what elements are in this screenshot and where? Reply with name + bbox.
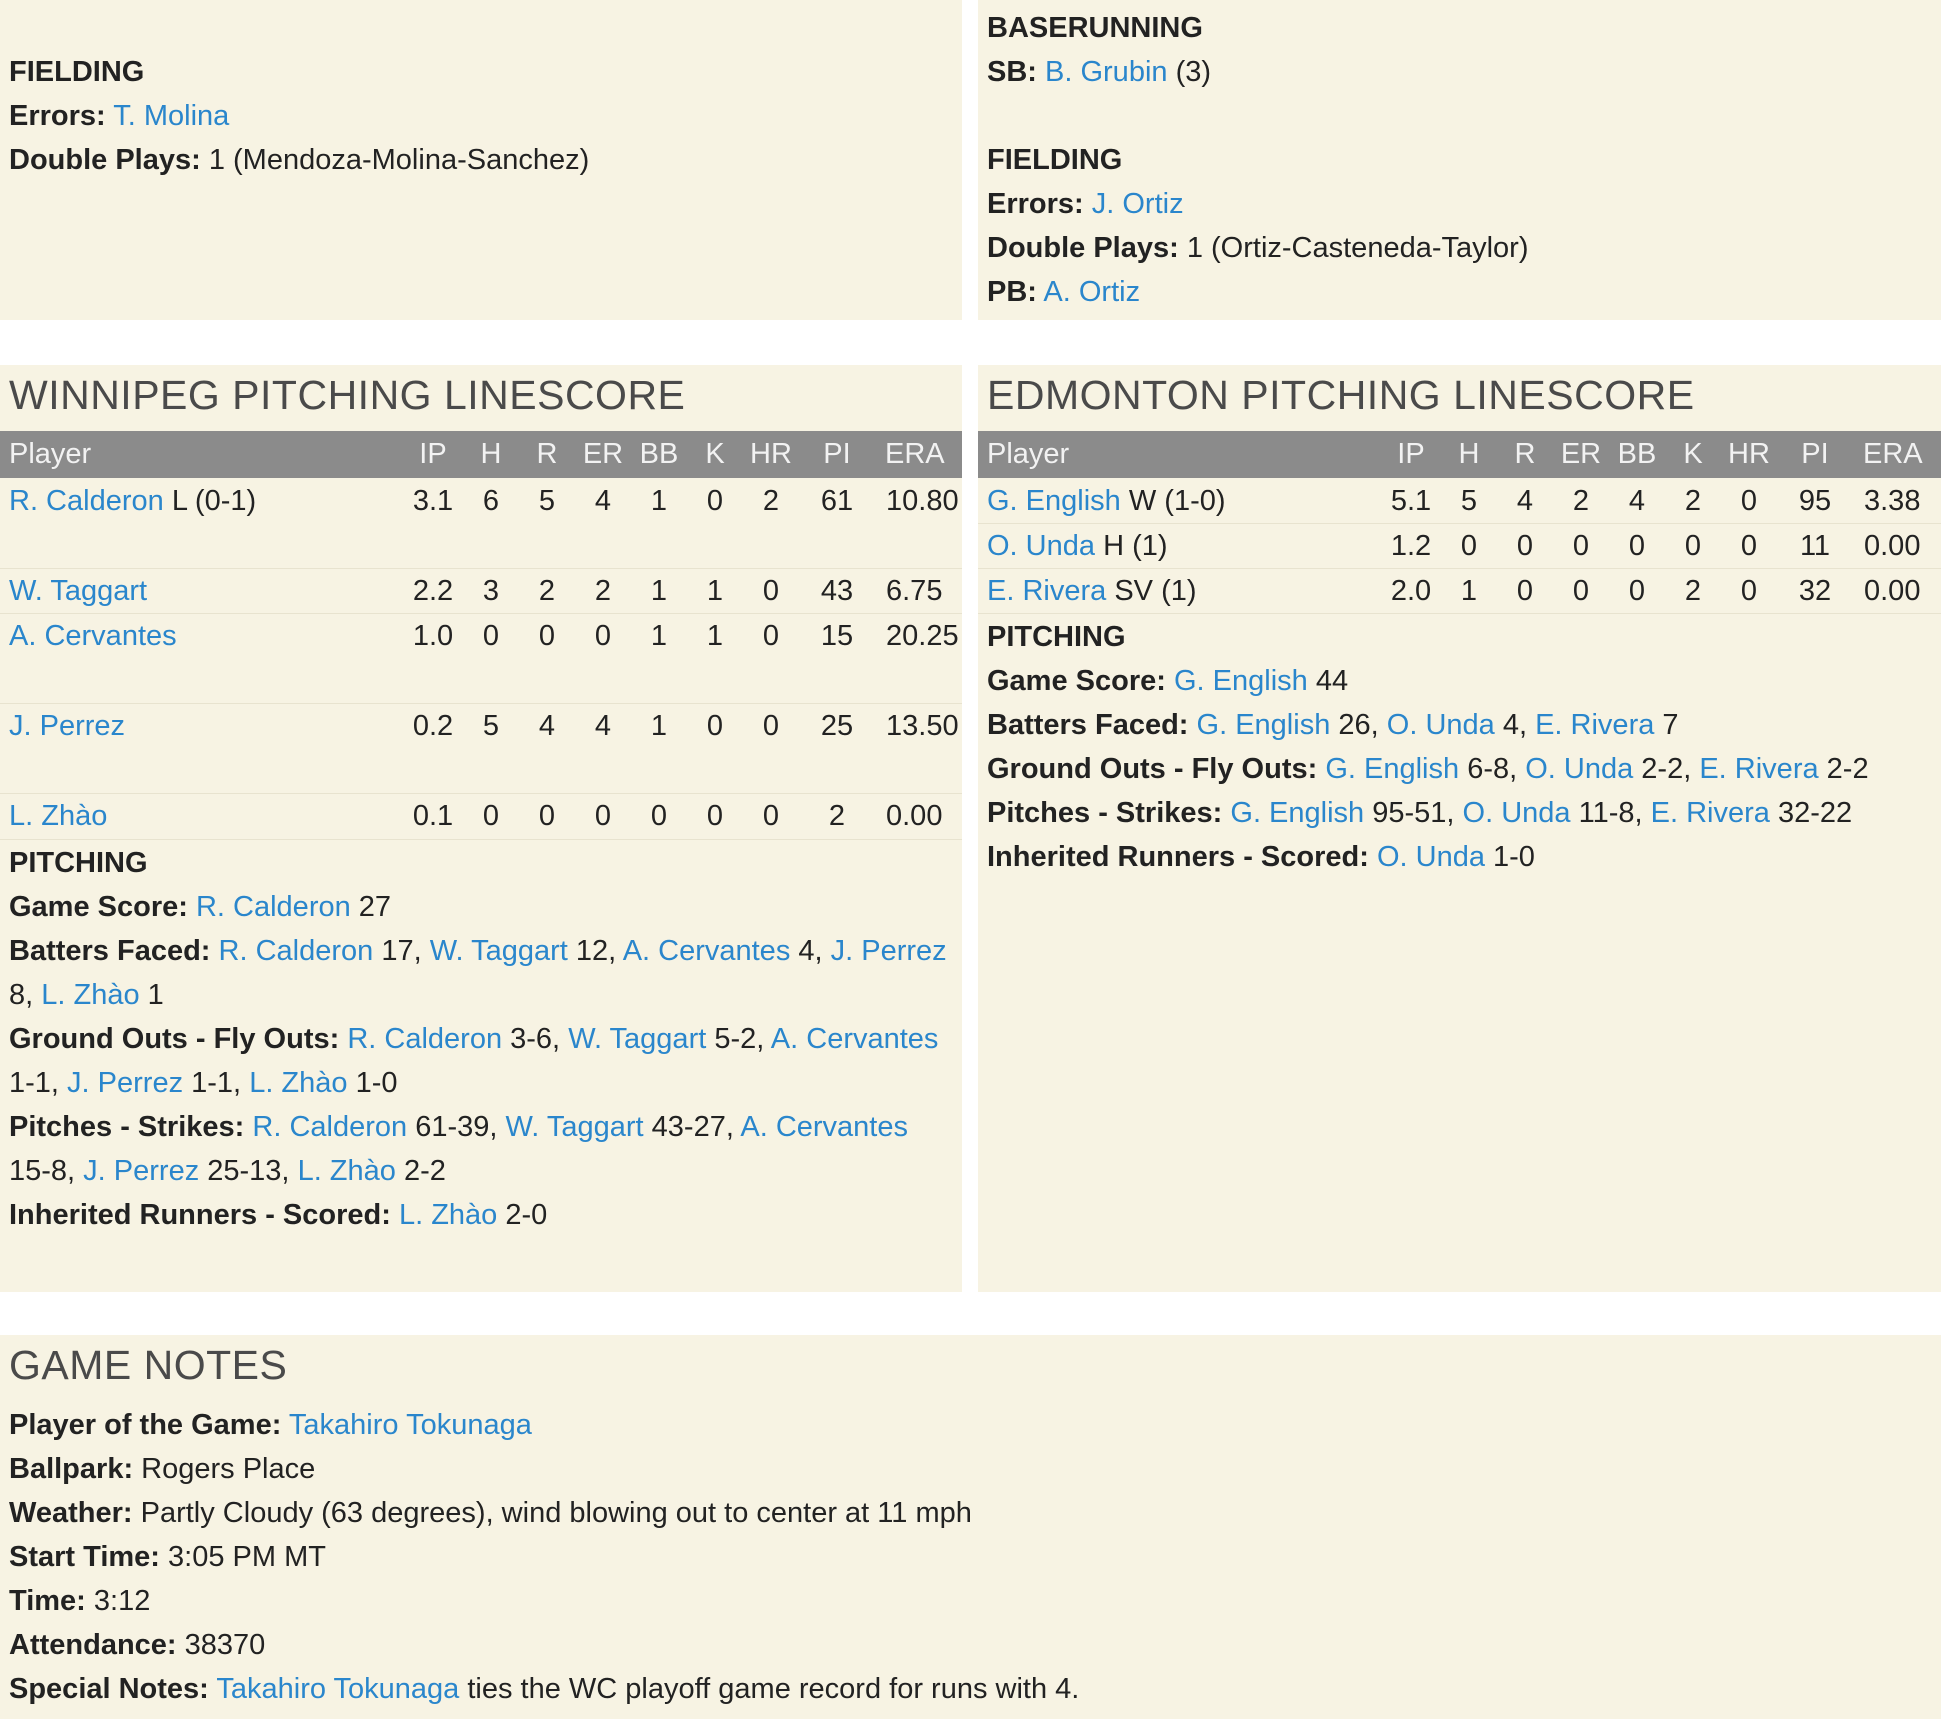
k-cell: 0 — [1684, 530, 1702, 562]
pitching-heading: PITCHING — [9, 847, 148, 879]
column-header: K — [1683, 438, 1703, 470]
player-link[interactable]: O. Unda — [1462, 797, 1571, 829]
pitcher-cell: E. Rivera SV (1) — [987, 575, 1197, 607]
pi-cell: 2 — [828, 800, 846, 832]
hr-cell: 0 — [762, 800, 780, 832]
player-link[interactable]: Takahiro Tokunaga — [288, 1409, 532, 1441]
h-cell: 5 — [1460, 485, 1478, 517]
column-header: PI — [823, 438, 851, 470]
r-cell: 2 — [538, 575, 556, 607]
bb-cell: 1 — [650, 575, 668, 607]
column-header: HR — [1728, 438, 1770, 470]
pitches-strikes-line: Pitches - Strikes: R. Calderon 61-39, W. Taggart 43-27, A. Cervantes — [9, 1111, 908, 1143]
bb-cell: 4 — [1628, 485, 1646, 517]
era-cell: 0.00 — [1864, 530, 1921, 562]
table-header — [978, 431, 1941, 478]
player-link[interactable]: L. Zhào — [9, 800, 108, 832]
hr-cell: 0 — [762, 710, 780, 742]
player-link[interactable]: O. Unda — [1376, 841, 1485, 873]
era-cell: 3.38 — [1864, 485, 1921, 517]
player-link[interactable]: W. Taggart — [9, 575, 148, 607]
table-row — [0, 793, 962, 840]
k-cell: 1 — [706, 575, 724, 607]
table-row — [0, 613, 962, 704]
passed-balls-line: PB: A. Ortiz — [987, 276, 1141, 308]
inherited-runners-line: Inherited Runners - Scored: L. Zhào 2-0 — [9, 1199, 548, 1231]
pi-cell: 43 — [820, 575, 854, 607]
player-link[interactable]: G. English — [987, 485, 1121, 517]
column-header: ER — [582, 438, 624, 470]
column-header: HR — [750, 438, 792, 470]
fielding-heading: FIELDING — [9, 56, 145, 88]
player-link[interactable]: G. English — [1196, 709, 1331, 741]
r-cell: 0 — [1516, 575, 1534, 607]
pi-cell: 15 — [820, 620, 854, 652]
section-title: GAME NOTES — [9, 1342, 288, 1388]
r-cell: 4 — [1516, 485, 1534, 517]
player-link[interactable]: G. English — [1173, 665, 1308, 697]
pitcher-cell: G. English W (1-0) — [987, 485, 1226, 517]
baserunning-heading: BASERUNNING — [987, 12, 1203, 44]
h-cell: 3 — [482, 575, 500, 607]
ground-fly-outs-line: Ground Outs - Fly Outs: R. Calderon 3-6, W. Taggart 5-2, A. Cervantes — [9, 1023, 939, 1055]
ip-cell: 2.2 — [412, 575, 454, 607]
bb-cell: 0 — [650, 800, 668, 832]
player-link[interactable]: A. Cervantes — [622, 935, 791, 967]
pitcher-cell — [9, 703, 125, 749]
column-header: Player — [987, 438, 1070, 470]
errors-line: Errors: T. Molina — [9, 100, 230, 132]
pitcher-cell: R. Calderon L (0-1) — [9, 485, 257, 517]
pitcher-cell: O. Unda H (1) — [987, 530, 1168, 562]
edmonton-fielding-panel — [978, 0, 1941, 320]
ip-cell: 1.2 — [1390, 530, 1432, 562]
ballpark-line: Ballpark: Rogers Place — [9, 1453, 316, 1485]
player-link[interactable]: O. Unda — [1386, 709, 1495, 741]
h-cell: 0 — [1460, 530, 1478, 562]
table-header — [0, 431, 962, 478]
player-link[interactable]: J. Perrez — [67, 1067, 184, 1099]
r-cell: 5 — [538, 485, 556, 517]
era-cell: 13.50 — [886, 710, 959, 742]
edmonton-pitching-panel — [978, 365, 1941, 1292]
pi-cell: 95 — [1798, 485, 1832, 517]
player-link[interactable]: E. Rivera — [1535, 709, 1655, 741]
pitcher-cell — [9, 568, 147, 614]
table-row — [0, 703, 962, 794]
errors-line: Errors: J. Ortiz — [987, 188, 1184, 220]
ip-cell: 1.0 — [412, 620, 454, 652]
column-header: R — [1514, 438, 1536, 470]
player-link[interactable]: J. Ortiz — [1091, 188, 1184, 220]
ip-cell: 5.1 — [1390, 485, 1432, 517]
player-link[interactable]: J. Perrez — [83, 1155, 200, 1187]
player-link[interactable]: A. Cervantes — [770, 1023, 939, 1055]
er-cell: 2 — [1572, 485, 1590, 517]
game-notes-panel — [0, 1335, 1941, 1719]
bb-cell: 0 — [1628, 575, 1646, 607]
bb-cell: 1 — [650, 710, 668, 742]
attendance-line: Attendance: 38370 — [9, 1629, 266, 1661]
pi-cell: 11 — [1799, 530, 1831, 562]
column-header: ER — [1560, 438, 1602, 470]
column-header: Player — [9, 438, 92, 470]
double-plays-line: Double Plays: 1 (Mendoza-Molina-Sanchez) — [9, 144, 590, 176]
ground-fly-outs-line: Ground Outs - Fly Outs: G. English 6-8, O. Unda 2-2, E. Rivera 2-2 — [987, 753, 1869, 785]
k-cell: 1 — [706, 620, 724, 652]
player-link[interactable]: L. Zhào — [249, 1067, 348, 1099]
column-header: ERA — [885, 438, 945, 470]
column-header: ERA — [1863, 438, 1923, 470]
column-header: R — [536, 438, 558, 470]
player-link[interactable]: T. Molina — [113, 100, 230, 132]
column-header: IP — [419, 438, 447, 470]
pitcher-cell — [9, 793, 107, 839]
pi-cell: 25 — [820, 710, 854, 742]
game-time-line: Time: 3:12 — [9, 1585, 151, 1617]
r-cell: 4 — [538, 710, 556, 742]
bb-cell: 1 — [650, 485, 668, 517]
r-cell: 0 — [1516, 530, 1534, 562]
ip-cell: 2.0 — [1390, 575, 1432, 607]
start-time-line: Start Time: 3:05 PM MT — [9, 1541, 326, 1573]
er-cell: 0 — [594, 620, 612, 652]
bb-cell: 0 — [1628, 530, 1646, 562]
column-header: BB — [639, 438, 679, 470]
k-cell: 0 — [706, 710, 724, 742]
player-link[interactable]: L. Zhào — [297, 1155, 396, 1187]
hr-cell: 0 — [762, 620, 780, 652]
player-link[interactable]: J. Perrez — [9, 710, 126, 742]
player-link[interactable]: R. Calderon — [218, 935, 374, 967]
player-link[interactable]: W. Taggart — [568, 1023, 707, 1055]
hr-cell: 0 — [1740, 575, 1758, 607]
column-header: H — [480, 438, 502, 470]
double-plays-line: Double Plays: 1 (Ortiz-Casteneda-Taylor) — [987, 232, 1529, 264]
pitches-strikes-line: Pitches - Strikes: G. English 95-51, O. Unda 11-8, E. Rivera 32-22 — [987, 797, 1853, 829]
player-link[interactable]: J. Perrez — [830, 935, 947, 967]
ip-cell: 0.1 — [412, 800, 454, 832]
section-title: EDMONTON PITCHING LINESCORE — [987, 372, 1695, 418]
h-cell: 5 — [482, 710, 500, 742]
player-link[interactable]: R. Calderon — [9, 485, 164, 517]
ip-cell: 3.1 — [412, 485, 454, 517]
r-cell: 0 — [538, 620, 556, 652]
inherited-runners-line: Inherited Runners - Scored: O. Unda 1-0 — [987, 841, 1535, 873]
winnipeg-pitching-panel — [0, 365, 962, 1292]
player-link[interactable]: O. Unda — [987, 530, 1095, 562]
era-cell: 6.75 — [886, 575, 943, 607]
pitches-strikes-line-cont: 15-8, J. Perrez 25-13, L. Zhào 2-2 — [9, 1155, 446, 1187]
column-header: BB — [1617, 438, 1657, 470]
hr-cell: 0 — [1740, 530, 1758, 562]
player-link[interactable]: L. Zhào — [41, 979, 140, 1011]
table-row — [978, 523, 1941, 569]
player-of-game-line: Player of the Game: Takahiro Tokunaga — [9, 1409, 532, 1441]
player-link[interactable]: Takahiro Tokunaga — [216, 1673, 460, 1705]
h-cell: 0 — [482, 620, 500, 652]
table-row — [978, 478, 1941, 524]
er-cell: 4 — [594, 485, 612, 517]
era-cell: 0.00 — [886, 800, 943, 832]
player-link[interactable]: B. Grubin — [1045, 56, 1168, 88]
player-link[interactable]: E. Rivera — [987, 575, 1107, 607]
pitching-heading: PITCHING — [987, 621, 1126, 653]
column-header: IP — [1397, 438, 1425, 470]
pi-cell: 32 — [1798, 575, 1832, 607]
column-header: H — [1458, 438, 1480, 470]
er-cell: 2 — [594, 575, 612, 607]
er-cell: 4 — [594, 710, 612, 742]
era-cell: 0.00 — [1864, 575, 1921, 607]
column-header: PI — [1801, 438, 1829, 470]
hr-cell: 0 — [762, 575, 780, 607]
player-link[interactable]: A. Ortiz — [1043, 276, 1141, 308]
player-link[interactable]: W. Taggart — [429, 935, 568, 967]
stolen-bases-line: SB: B. Grubin (3) — [987, 56, 1212, 88]
k-cell: 0 — [706, 800, 724, 832]
player-link[interactable]: R. Calderon — [347, 1023, 503, 1055]
ground-fly-outs-line-cont: 1-1, J. Perrez 1-1, L. Zhào 1-0 — [9, 1067, 398, 1099]
h-cell: 1 — [1460, 575, 1478, 607]
ip-cell: 0.2 — [412, 710, 454, 742]
batters-faced-line: Batters Faced: R. Calderon 17, W. Taggart 12, A. Cervantes 4, J. Perrez — [9, 935, 947, 967]
player-link[interactable]: G. English — [1325, 753, 1460, 785]
table-row — [978, 568, 1941, 614]
er-cell: 0 — [594, 800, 612, 832]
r-cell: 0 — [538, 800, 556, 832]
player-link[interactable]: R. Calderon — [252, 1111, 408, 1143]
k-cell: 2 — [1684, 575, 1702, 607]
h-cell: 6 — [482, 485, 500, 517]
column-header: K — [705, 438, 725, 470]
hr-cell: 2 — [762, 485, 780, 517]
batters-faced-line-cont: 8, L. Zhào 1 — [9, 979, 164, 1011]
k-cell: 0 — [706, 485, 724, 517]
hr-cell: 0 — [1740, 485, 1758, 517]
section-title: WINNIPEG PITCHING LINESCORE — [9, 372, 686, 418]
er-cell: 0 — [1572, 575, 1590, 607]
player-link[interactable]: A. Cervantes — [740, 1111, 908, 1143]
pi-cell: 61 — [820, 485, 854, 517]
table-row — [0, 478, 962, 569]
game-score-line: Game Score: R. Calderon 27 — [9, 891, 392, 923]
player-link[interactable]: G. English — [1230, 797, 1365, 829]
player-link[interactable]: O. Unda — [1525, 753, 1634, 785]
player-link[interactable]: W. Taggart — [505, 1111, 644, 1143]
table-row — [0, 568, 962, 614]
h-cell: 0 — [482, 800, 500, 832]
game-score-line: Game Score: G. English 44 — [987, 665, 1349, 697]
er-cell: 0 — [1572, 530, 1590, 562]
pitcher-cell — [9, 613, 177, 659]
player-link[interactable]: E. Rivera — [1650, 797, 1770, 829]
weather-line: Weather: Partly Cloudy (63 degrees), wind blowing out to center at 11 mph — [9, 1497, 972, 1529]
player-link[interactable]: R. Calderon — [195, 891, 351, 923]
k-cell: 2 — [1684, 485, 1702, 517]
player-link[interactable]: A. Cervantes — [9, 620, 177, 652]
era-cell: 10.80 — [886, 485, 959, 517]
batters-faced-line: Batters Faced: G. English 26, O. Unda 4, E. Rivera 7 — [987, 709, 1679, 741]
special-notes-line: Special Notes: Takahiro Tokunaga ties the WC playoff game record for runs with 4. — [9, 1673, 1080, 1705]
bb-cell: 1 — [650, 620, 668, 652]
fielding-heading: FIELDING — [987, 144, 1123, 176]
era-cell: 20.25 — [886, 620, 959, 652]
player-link[interactable]: L. Zhào — [398, 1199, 498, 1231]
winnipeg-fielding-panel — [0, 0, 962, 320]
player-link[interactable]: E. Rivera — [1699, 753, 1819, 785]
